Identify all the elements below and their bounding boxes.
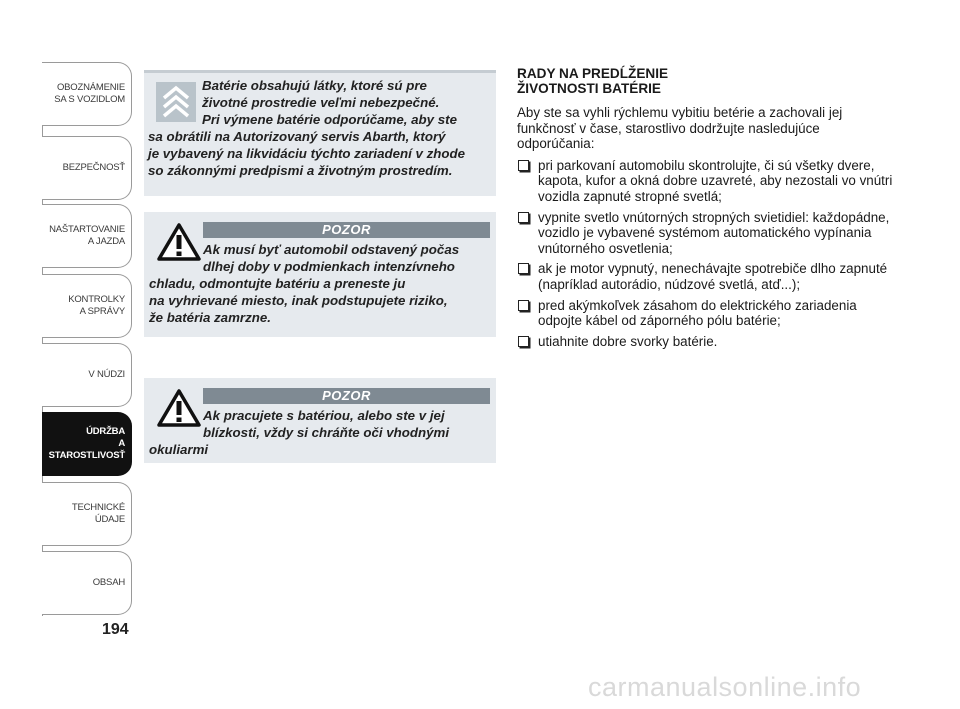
environment-chevrons-icon [156, 82, 196, 122]
warning-text-line: dlhej doby v podmienkach intenzívneho [203, 259, 455, 274]
tab-nastartovanie[interactable]: NAŠTARTOVANIE A JAZDA [42, 204, 132, 268]
list-item: vypnite svetlo vnútorných stropných svietidiel: každopádne, vozidlo je vybavené systémom automatického vypínania vnútorného osvetlenia; [517, 210, 897, 257]
checkbox-bullet-icon [518, 212, 529, 223]
checkbox-bullet-icon [518, 160, 529, 171]
tab-udrzba[interactable]: ÚDRŽBA A STAROSTLIVOSŤ [42, 412, 132, 476]
env-note-line: Batérie obsahujú látky, ktoré sú pre [202, 78, 427, 93]
warning-text-line: okuliarmi [149, 442, 209, 457]
page-number: 194 [102, 621, 129, 638]
warning-label: POZOR [203, 388, 490, 404]
list-item: pri parkovaní automobilu skontrolujte, či sú všetky dvere, kapota, kufor a okná dobre uzavreté, aby nezostali vo vnútri vozidla zapnuté stropné svetlá; [517, 158, 897, 205]
checkbox-bullet-icon [518, 300, 529, 311]
warning-text-line: chladu, odmontujte batériu a preneste ju [149, 276, 406, 291]
tips-list [517, 158, 897, 350]
tab-bezpecnost[interactable]: BEZPEČNOSŤ [42, 136, 132, 200]
env-note-line: životné prostredie veľmi nebezpečné. [202, 95, 440, 110]
tab-kontrolky[interactable]: KONTROLKY A SPRÁVY [42, 274, 132, 338]
tab-technicke-udaje[interactable]: TECHNICKÉ ÚDAJE [42, 482, 132, 546]
env-note-line: je vybavený na likvidáciu týchto zariadení v zhode [148, 146, 466, 161]
list-item: pred akýmkoľvek zásahom do elektrického zariadenia odpojte kábel od záporného pólu batérie; [517, 298, 897, 329]
environment-note-box [144, 70, 496, 196]
warning-text-line: Ak pracujete s batériou, alebo ste v jej [203, 408, 445, 423]
checkbox-bullet-icon [518, 336, 529, 347]
warning-label: POZOR [203, 222, 490, 238]
section-title: RADY NA PREDĹŽENIE ŽIVOTNOSTI BATÉRIE [517, 66, 669, 96]
checkbox-bullet-icon [518, 263, 529, 274]
list-item: ak je motor vypnutý, nenechávajte spotrebiče dlho zapnuté (napríklad autorádio, núdzové svetlá, atď...); [517, 261, 897, 292]
env-note-line: Pri výmene batérie odporúčame, aby ste [202, 112, 457, 127]
warning-box-glasses [144, 378, 496, 463]
warning-triangle-icon [156, 388, 202, 428]
warning-text-line: blízkosti, vždy si chráňte oči vhodnými [203, 425, 450, 440]
warning-triangle-icon [156, 222, 202, 262]
env-note-line: so zákonnými predpismi a životným prostredím. [148, 163, 453, 178]
list-item: utiahnite dobre svorky batérie. [517, 334, 897, 350]
section-intro: Aby ste sa vyhli rýchlemu vybitiu betérie a zachovali jej funkčnosť v čase, starostlivo dodržujte nasledujúce odporúčania: [517, 105, 843, 152]
tab-oboznamenie[interactable]: OBOZNÁMENIE SA S VOZIDLOM [42, 62, 132, 126]
warning-text-line: že batéria zamrzne. [149, 310, 271, 325]
tab-obsah[interactable]: OBSAH [42, 551, 132, 615]
tab-v-nudzi[interactable]: V NÚDZI [42, 343, 132, 407]
watermark: carmanualsonline.info [588, 672, 862, 702]
battery-tips-section [517, 66, 897, 354]
warning-text-line: na vyhrievané miesto, inak podstupujete riziko, [149, 293, 448, 308]
warning-text-line: Ak musí byť automobil odstavený počas [203, 242, 460, 257]
warning-box-cold [144, 212, 496, 337]
env-note-line: sa obrátili na Autorizovaný servis Abarth, ktorý [148, 129, 446, 144]
